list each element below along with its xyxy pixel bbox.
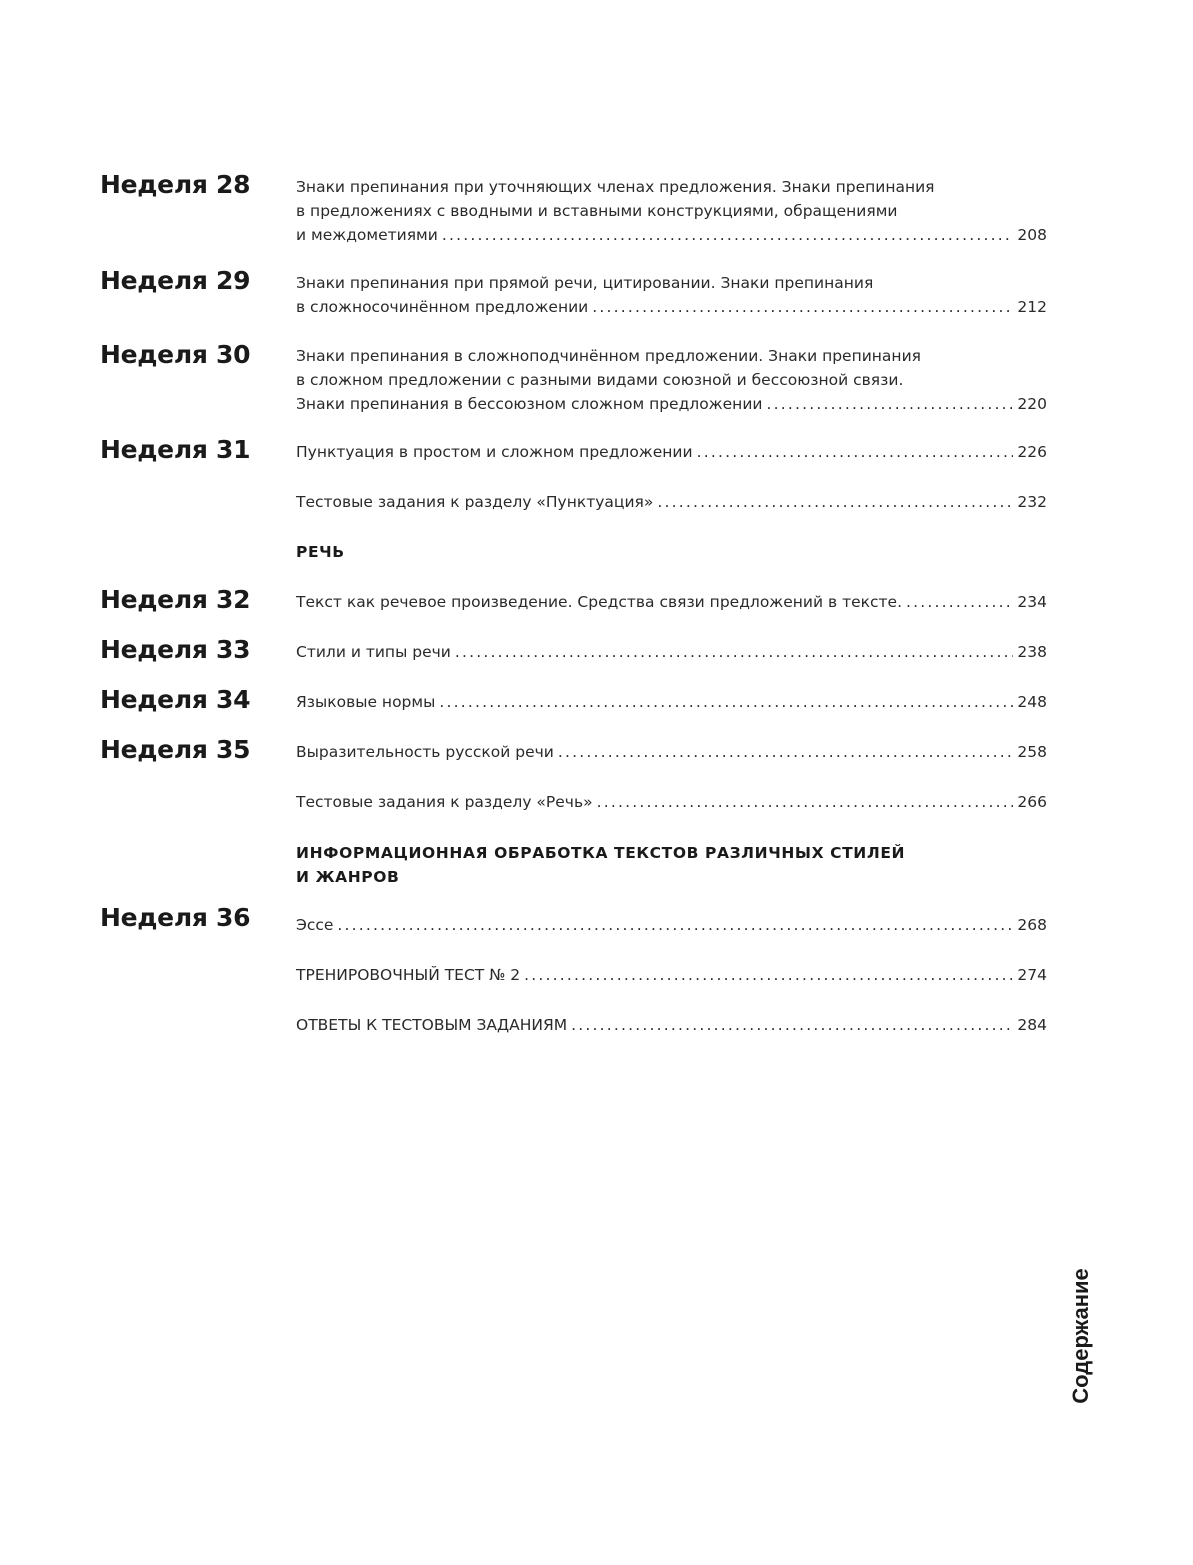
side-section-label	[1057, 1268, 1105, 1403]
week-34-label: Неделя 34	[100, 685, 251, 714]
page-number: 232	[1017, 493, 1047, 511]
entry-text-line: Знаки препинания при уточняющих членах предложения. Знаки препинания	[296, 178, 935, 196]
page-number: 234	[1017, 593, 1047, 611]
dot-leader	[697, 440, 1014, 464]
dot-leader	[558, 740, 1014, 764]
dot-leader	[597, 790, 1014, 814]
week-30-label: Неделя 30	[100, 340, 251, 369]
page-number: 208	[1017, 226, 1047, 244]
page-number: 284	[1017, 1016, 1047, 1034]
dot-leader	[906, 590, 1013, 614]
entry-text: Эссе	[296, 916, 334, 934]
entry-leader-line	[296, 640, 1047, 664]
page-number: 212	[1017, 298, 1047, 316]
entry-text: ТРЕНИРОВОЧНЫЙ ТЕСТ № 2	[296, 966, 521, 984]
toc-entry-answers[interactable]	[296, 1013, 1047, 1037]
page-number: 274	[1017, 966, 1047, 984]
dot-leader	[657, 490, 1013, 514]
section-heading-info-processing	[296, 841, 996, 889]
week-36-label: Неделя 36	[100, 903, 251, 932]
heading-line: И ЖАНРОВ	[296, 868, 400, 886]
entry-text: Тестовые задания к разделу «Речь»	[296, 793, 593, 811]
section-heading-speech: РЕЧЬ	[296, 543, 345, 561]
week-32-label: Неделя 32	[100, 585, 251, 614]
dot-leader	[524, 963, 1013, 987]
toc-entry-week-34[interactable]	[296, 690, 1047, 714]
toc-entry-speech-tests[interactable]	[296, 790, 1047, 814]
entry-text-line: Знаки препинания в сложноподчинённом предложении. Знаки препинания	[296, 347, 921, 365]
dot-leader	[439, 690, 1013, 714]
toc-entry-week-36[interactable]	[296, 913, 1047, 937]
toc-entry-week-32[interactable]	[296, 590, 1047, 614]
entry-text: Текст как речевое произведение. Средства связи предложений в тексте.	[296, 593, 903, 611]
page-number: 266	[1017, 793, 1047, 811]
entry-text: Тестовые задания к разделу «Пунктуация»	[296, 493, 654, 511]
entry-leader-line	[296, 690, 1047, 714]
entry-leader-line	[296, 740, 1047, 764]
page-number: 268	[1017, 916, 1047, 934]
dot-leader	[766, 392, 1013, 416]
entry-text-line: Знаки препинания при прямой речи, цитировании. Знаки препинания	[296, 274, 874, 292]
entry-leader-line	[296, 963, 1047, 987]
entry-leader-line	[296, 913, 1047, 937]
entry-text: в сложносочинённом предложении	[296, 298, 589, 316]
page-number: 248	[1017, 693, 1047, 711]
entry-leader-line	[296, 295, 1047, 319]
entry-leader-line	[296, 590, 1047, 614]
entry-text: ОТВЕТЫ К ТЕСТОВЫМ ЗАДАНИЯМ	[296, 1016, 568, 1034]
dot-leader	[442, 223, 1014, 247]
entry-text: и междометиями	[296, 226, 438, 244]
entry-text-line: в сложном предложении с разными видами союзной и бессоюзной связи.	[296, 371, 904, 389]
entry-leader-line	[296, 790, 1047, 814]
toc-entry-punctuation-tests[interactable]	[296, 490, 1047, 514]
week-28-label: Неделя 28	[100, 170, 251, 199]
side-label-text: Содержание	[1068, 1267, 1094, 1404]
entry-text: Стили и типы речи	[296, 643, 451, 661]
entry-leader-line	[296, 1013, 1047, 1037]
page-number: 238	[1017, 643, 1047, 661]
entry-leader-line	[296, 223, 1047, 247]
page-number: 258	[1017, 743, 1047, 761]
entry-text: Знаки препинания в бессоюзном сложном предложении	[296, 395, 763, 413]
entry-text: Языковые нормы	[296, 693, 436, 711]
entry-leader-line	[296, 392, 1047, 416]
entry-text: Выразительность русской речи	[296, 743, 554, 761]
toc-entry-week-33[interactable]	[296, 640, 1047, 664]
dot-leader	[592, 295, 1013, 319]
week-35-label: Неделя 35	[100, 735, 251, 764]
entry-text-line: в предложениях с вводными и вставными конструкциями, обращениями	[296, 202, 898, 220]
week-31-label: Неделя 31	[100, 435, 251, 464]
week-33-label: Неделя 33	[100, 635, 251, 664]
toc-entry-week-29[interactable]	[296, 271, 1047, 319]
entry-text: Пунктуация в простом и сложном предложении	[296, 443, 693, 461]
dot-leader	[571, 1013, 1013, 1037]
toc-entry-week-31[interactable]	[296, 440, 1047, 464]
entry-leader-line	[296, 490, 1047, 514]
toc-entry-week-28[interactable]	[296, 175, 1047, 247]
toc-entry-week-30[interactable]	[296, 344, 1047, 416]
toc-entry-training-test[interactable]	[296, 963, 1047, 987]
dot-leader	[337, 913, 1013, 937]
toc-entry-week-35[interactable]	[296, 740, 1047, 764]
entry-leader-line	[296, 440, 1047, 464]
heading-line: ИНФОРМАЦИОННАЯ ОБРАБОТКА ТЕКСТОВ РАЗЛИЧНЫХ СТИЛЕЙ	[296, 844, 906, 862]
dot-leader	[455, 640, 1014, 664]
page-number: 220	[1017, 395, 1047, 413]
page-number: 226	[1017, 443, 1047, 461]
week-29-label: Неделя 29	[100, 266, 251, 295]
